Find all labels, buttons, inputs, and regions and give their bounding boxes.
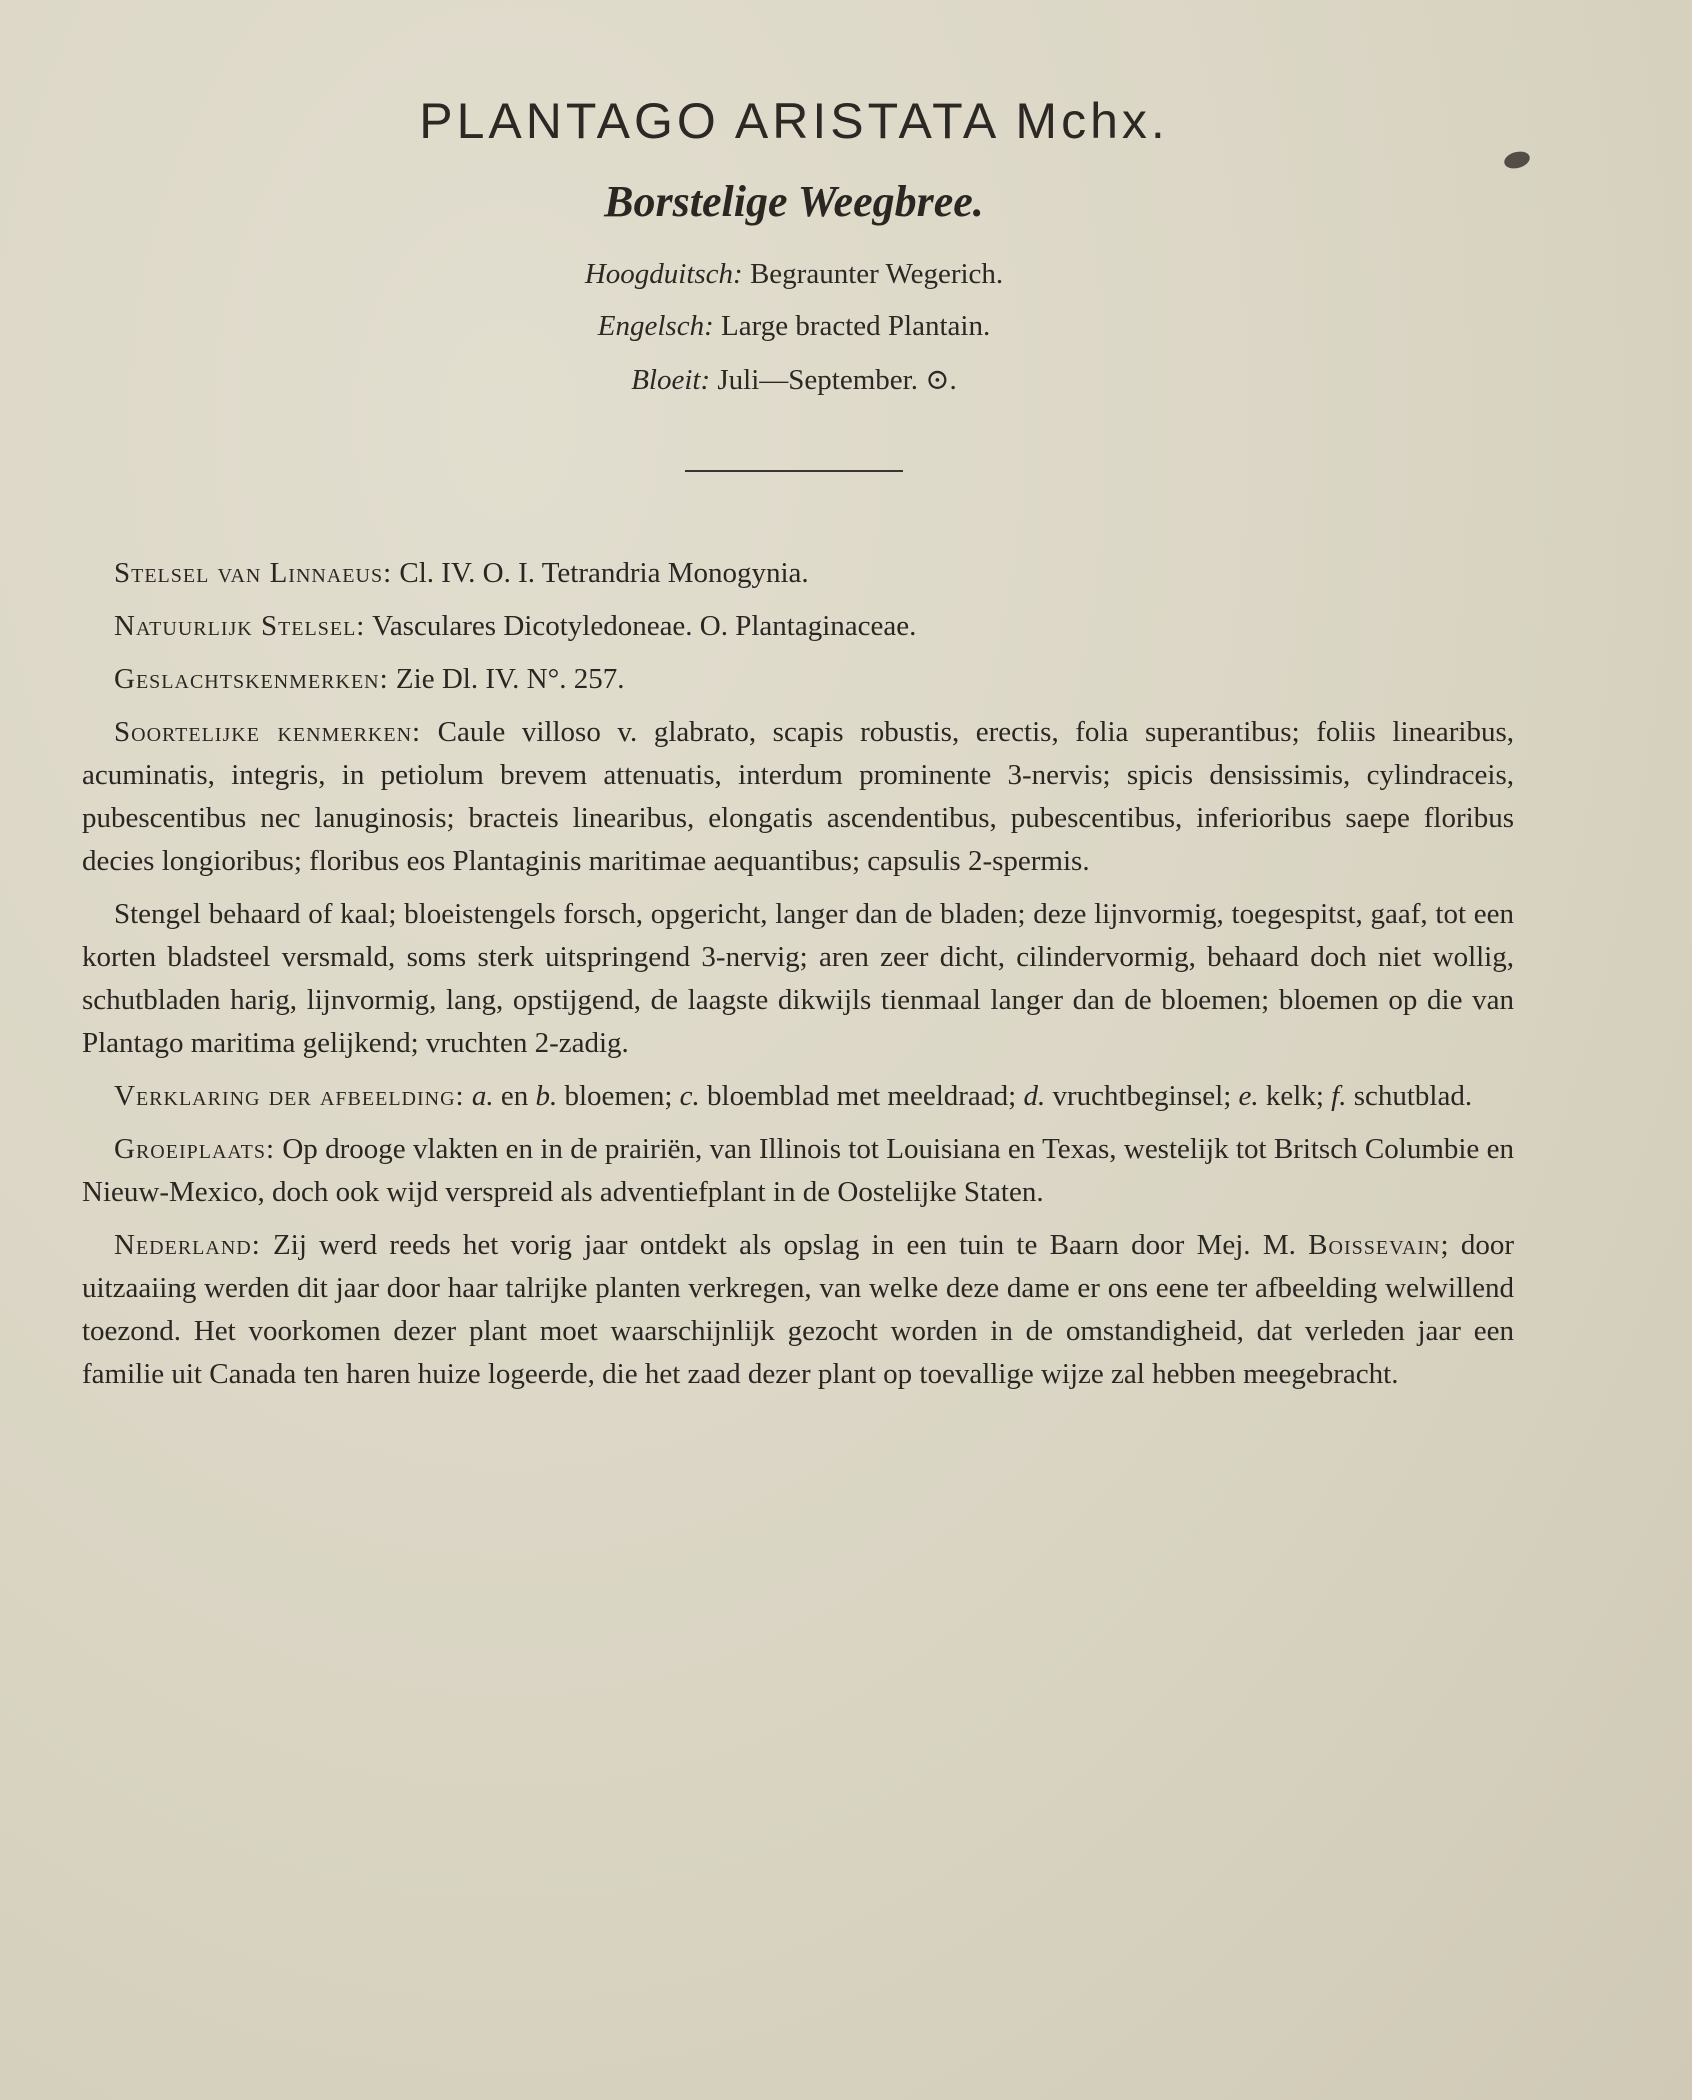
figure-explanation — [82, 1075, 1514, 1118]
nederland-text-1: Zij werd reeds het vorig jaar ontdekt als opslag in een tuin te Baarn door Mej. M. — [260, 1229, 1309, 1261]
verklaring-label: Verklaring der afbeelding: — [114, 1080, 465, 1112]
nederland-label: Nederland: — [114, 1229, 261, 1261]
page-subtitle: Borstelige Weegbree. — [604, 177, 984, 226]
flowering-label: Bloeit: — [631, 364, 711, 396]
name-english-value: Large bracted Plantain. — [721, 310, 991, 342]
nederland-text-2: ; door uitzaaiing werden dit jaar door haar talrijke planten verkregen, van welke deze dame er ons eene ter afbeelding welwillend toezond. Het voorkomen dezer plant moet waarschijnlijk gezocht worden in de omstandigheid, dat verleden jaar een familie uit Canada ten haren huize logeerde, die het zaad dezer plant op toevallige wijze zal hebben meegebracht. — [82, 1229, 1515, 1390]
name-english-label: Engelsch: — [597, 310, 714, 342]
fig-letter-c: c. — [679, 1080, 700, 1112]
fig-text-5: kelk; — [1258, 1080, 1332, 1112]
natuurlijk-text: Vasculares Dicotyledoneae. O. Plantaginaceae. — [365, 610, 917, 642]
fig-letter-d: d. — [1023, 1080, 1046, 1112]
dutch-description — [82, 893, 1514, 1065]
nederland-person: Boissevain — [1308, 1229, 1441, 1261]
groei-text: Op drooge vlakten en in de prairiën, van Illinois tot Louisiana en Texas, westelijk tot Britsch Columbie en Nieuw-Mexico, doch ook wijd verspreid als adventiefplant in de Oostelijke Staten. — [82, 1133, 1514, 1208]
netherlands-note — [82, 1224, 1514, 1396]
natuurlijk-label: Natuurlijk Stelsel: — [114, 610, 366, 642]
geslacht-label: Geslachtskenmerken: — [114, 663, 389, 695]
linnaeus-text: Cl. IV. O. I. Tetrandria Monogynia. — [392, 557, 809, 589]
soort-text: Caule villoso v. glabrato, scapis robustis, erectis, folia superantibus; foliis linearibus, acuminatis, integris, in petiolum brevem attenuatis, interdum prominente 3-nervis; spicis densissimis, cylindraceis, pubescentibus nec lanuginosis; bracteis linearibus, elongatis ascendentibus, pubescentibus, inferioribus saepe floribus decies longioribus; floribus eos Plantaginis maritimae aequantibus; capsulis 2-spermis. — [82, 716, 1514, 877]
habitat — [82, 1128, 1514, 1214]
natural-system — [82, 605, 1514, 648]
fig-letter-f: f. — [1331, 1080, 1347, 1112]
fig-letter-a: a. — [471, 1080, 494, 1112]
linnaeus-label: Stelsel van Linnaeus: — [114, 557, 393, 589]
geslacht-text: Zie Dl. IV. N°. 257. — [388, 663, 625, 695]
fig-text-4: vruchtbeginsel; — [1045, 1080, 1239, 1112]
flowering-period — [0, 362, 1588, 397]
flowering-value: Juli—September. ⊙. — [717, 364, 957, 396]
fig-letter-e: e. — [1238, 1080, 1259, 1112]
species-characters — [82, 711, 1514, 883]
linnaeus-system — [82, 552, 1514, 595]
name-german — [0, 258, 1588, 291]
description-body — [82, 552, 1514, 1406]
fig-letter-b: b. — [535, 1080, 558, 1112]
fig-text-3: bloemblad met meeldraad; — [699, 1080, 1024, 1112]
stengel-text: Stengel behaard of kaal; bloeistengels forsch, opgericht, langer dan de bladen; deze lijnvormig, toegespitst, gaaf, tot een korten bladsteel versmald, soms sterk uitspringend 3-nervig; aren zeer dicht, cilindervormig, behaard doch niet wollig, schutbladen harig, lijnvormig, lang, opstijgend, de laagste dikwijls tienmaal langer dan de bloemen; bloemen op die van Plantago maritima gelijkend; vruchten 2-zadig. — [82, 898, 1514, 1059]
fig-text-6: schutblad. — [1346, 1080, 1473, 1112]
page-title: PLANTAGO ARISTATA Mchx. — [419, 93, 1169, 149]
groei-label: Groeiplaats: — [114, 1133, 276, 1165]
name-german-label: Hoogduitsch: — [584, 258, 743, 290]
fig-text-2: bloemen; — [557, 1080, 680, 1112]
soort-label: Soortelijke kenmerken: — [114, 716, 422, 748]
genus-characters — [82, 658, 1514, 701]
name-english — [0, 310, 1588, 343]
divider-rule — [685, 470, 903, 472]
name-german-value: Begraunter Wegerich. — [749, 258, 1004, 290]
ink-spot — [1502, 149, 1531, 171]
fig-text-1: en — [493, 1080, 536, 1112]
